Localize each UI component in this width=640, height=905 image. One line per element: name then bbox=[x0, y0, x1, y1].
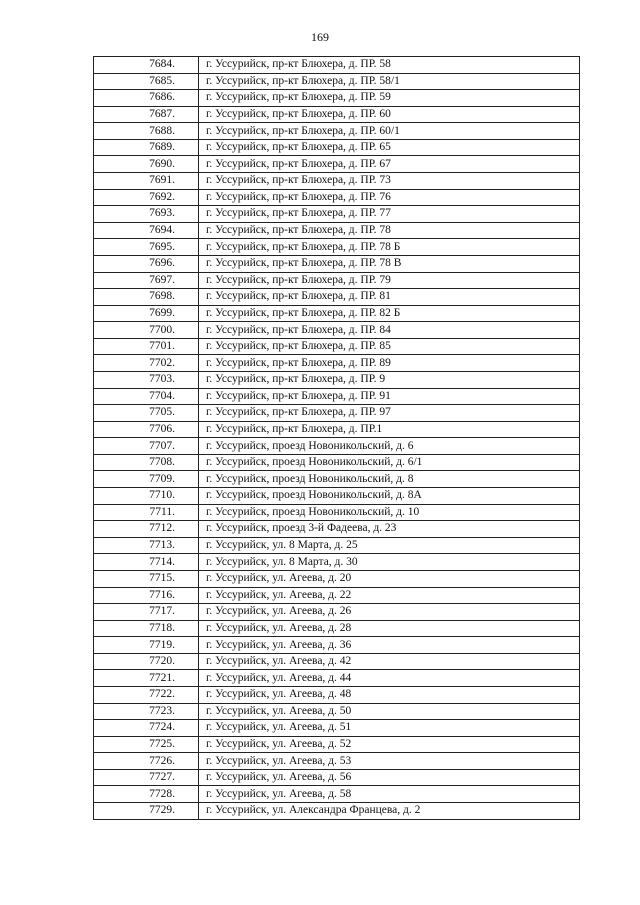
row-address: г. Уссурийск, пр-кт Блюхера, д. ПР. 77 bbox=[199, 206, 580, 223]
address-table bbox=[93, 56, 580, 820]
row-address: г. Уссурийск, ул. Агеева, д. 28 bbox=[199, 620, 580, 637]
row-address: г. Уссурийск, пр-кт Блюхера, д. ПР. 89 bbox=[199, 355, 580, 372]
row-number: 7693. bbox=[94, 206, 199, 223]
table-row bbox=[94, 322, 580, 339]
row-number: 7727. bbox=[94, 769, 199, 786]
row-number: 7703. bbox=[94, 371, 199, 388]
table-row bbox=[94, 720, 580, 737]
table-row bbox=[94, 222, 580, 239]
row-address: г. Уссурийск, ул. Агеева, д. 36 bbox=[199, 637, 580, 654]
table-row bbox=[94, 156, 580, 173]
table-row bbox=[94, 521, 580, 538]
table-row bbox=[94, 703, 580, 720]
row-number: 7708. bbox=[94, 454, 199, 471]
row-number: 7725. bbox=[94, 736, 199, 753]
row-number: 7709. bbox=[94, 471, 199, 488]
row-address: г. Уссурийск, ул. Агеева, д. 26 bbox=[199, 604, 580, 621]
row-address: г. Уссурийск, ул. Агеева, д. 48 bbox=[199, 686, 580, 703]
row-address: г. Уссурийск, ул. Агеева, д. 42 bbox=[199, 653, 580, 670]
row-number: 7691. bbox=[94, 173, 199, 190]
row-address: г. Уссурийск, проезд Новоникольский, д. 8А bbox=[199, 488, 580, 505]
row-address: г. Уссурийск, ул. Агеева, д. 50 bbox=[199, 703, 580, 720]
table-row bbox=[94, 173, 580, 190]
row-address: г. Уссурийск, пр-кт Блюхера, д. ПР. 9 bbox=[199, 371, 580, 388]
table-row bbox=[94, 653, 580, 670]
page-number: 169 bbox=[311, 30, 329, 44]
row-address: г. Уссурийск, ул. 8 Марта, д. 30 bbox=[199, 554, 580, 571]
row-address: г. Уссурийск, ул. Александра Францева, д. 2 bbox=[199, 803, 580, 820]
row-number: 7688. bbox=[94, 123, 199, 140]
table-row bbox=[94, 305, 580, 322]
table-row bbox=[94, 272, 580, 289]
row-address: г. Уссурийск, ул. Агеева, д. 51 bbox=[199, 720, 580, 737]
row-address: г. Уссурийск, ул. Агеева, д. 44 bbox=[199, 670, 580, 687]
row-number: 7705. bbox=[94, 405, 199, 422]
row-address: г. Уссурийск, ул. Агеева, д. 56 bbox=[199, 769, 580, 786]
table-row bbox=[94, 686, 580, 703]
table-row bbox=[94, 587, 580, 604]
table-row bbox=[94, 438, 580, 455]
table-row bbox=[94, 753, 580, 770]
table-row bbox=[94, 106, 580, 123]
row-number: 7701. bbox=[94, 338, 199, 355]
row-number: 7717. bbox=[94, 604, 199, 621]
table-row bbox=[94, 139, 580, 156]
row-address: г. Уссурийск, пр-кт Блюхера, д. ПР. 91 bbox=[199, 388, 580, 405]
row-number: 7713. bbox=[94, 537, 199, 554]
table-row bbox=[94, 405, 580, 422]
table-row bbox=[94, 123, 580, 140]
table-row bbox=[94, 736, 580, 753]
table-row bbox=[94, 90, 580, 107]
row-number: 7712. bbox=[94, 521, 199, 538]
row-address: г. Уссурийск, пр-кт Блюхера, д. ПР. 78 В bbox=[199, 255, 580, 272]
table-row bbox=[94, 57, 580, 74]
row-address: г. Уссурийск, пр-кт Блюхера, д. ПР. 58/1 bbox=[199, 73, 580, 90]
table-row bbox=[94, 554, 580, 571]
row-address: г. Уссурийск, пр-кт Блюхера, д. ПР. 60 bbox=[199, 106, 580, 123]
row-number: 7690. bbox=[94, 156, 199, 173]
table-row bbox=[94, 206, 580, 223]
row-number: 7686. bbox=[94, 90, 199, 107]
row-number: 7707. bbox=[94, 438, 199, 455]
table-row bbox=[94, 289, 580, 306]
table-row bbox=[94, 454, 580, 471]
row-number: 7689. bbox=[94, 139, 199, 156]
row-number: 7695. bbox=[94, 239, 199, 256]
row-address: г. Уссурийск, ул. Агеева, д. 58 bbox=[199, 786, 580, 803]
row-address: г. Уссурийск, проезд Новоникольский, д. 10 bbox=[199, 504, 580, 521]
row-number: 7694. bbox=[94, 222, 199, 239]
row-number: 7711. bbox=[94, 504, 199, 521]
row-address: г. Уссурийск, ул. Агеева, д. 20 bbox=[199, 570, 580, 587]
row-address: г. Уссурийск, пр-кт Блюхера, д. ПР. 60/1 bbox=[199, 123, 580, 140]
table-row bbox=[94, 604, 580, 621]
table-row bbox=[94, 388, 580, 405]
row-number: 7698. bbox=[94, 289, 199, 306]
row-number: 7722. bbox=[94, 686, 199, 703]
table-row bbox=[94, 488, 580, 505]
row-address: г. Уссурийск, проезд Новоникольский, д. 6 bbox=[199, 438, 580, 455]
row-number: 7692. bbox=[94, 189, 199, 206]
table-row bbox=[94, 421, 580, 438]
row-address: г. Уссурийск, пр-кт Блюхера, д. ПР. 84 bbox=[199, 322, 580, 339]
row-address: г. Уссурийск, проезд Новоникольский, д. 6/1 bbox=[199, 454, 580, 471]
row-number: 7724. bbox=[94, 720, 199, 737]
row-address: г. Уссурийск, пр-кт Блюхера, д. ПР. 85 bbox=[199, 338, 580, 355]
row-address: г. Уссурийск, пр-кт Блюхера, д. ПР. 78 Б bbox=[199, 239, 580, 256]
row-address: г. Уссурийск, проезд Новоникольский, д. 8 bbox=[199, 471, 580, 488]
row-number: 7685. bbox=[94, 73, 199, 90]
row-number: 7716. bbox=[94, 587, 199, 604]
address-table-body bbox=[94, 57, 580, 820]
table-row bbox=[94, 255, 580, 272]
row-number: 7714. bbox=[94, 554, 199, 571]
table-row bbox=[94, 769, 580, 786]
row-address: г. Уссурийск, пр-кт Блюхера, д. ПР. 59 bbox=[199, 90, 580, 107]
row-number: 7728. bbox=[94, 786, 199, 803]
table-row bbox=[94, 338, 580, 355]
row-number: 7700. bbox=[94, 322, 199, 339]
row-number: 7729. bbox=[94, 803, 199, 820]
table-row bbox=[94, 570, 580, 587]
table-row bbox=[94, 73, 580, 90]
row-number: 7702. bbox=[94, 355, 199, 372]
row-address: г. Уссурийск, пр-кт Блюхера, д. ПР. 67 bbox=[199, 156, 580, 173]
row-number: 7726. bbox=[94, 753, 199, 770]
table-row bbox=[94, 620, 580, 637]
row-number: 7697. bbox=[94, 272, 199, 289]
row-number: 7706. bbox=[94, 421, 199, 438]
row-address: г. Уссурийск, ул. Агеева, д. 22 bbox=[199, 587, 580, 604]
row-address: г. Уссурийск, пр-кт Блюхера, д. ПР. 65 bbox=[199, 139, 580, 156]
row-number: 7723. bbox=[94, 703, 199, 720]
row-number: 7715. bbox=[94, 570, 199, 587]
row-address: г. Уссурийск, ул. Агеева, д. 53 bbox=[199, 753, 580, 770]
row-address: г. Уссурийск, пр-кт Блюхера, д. ПР. 73 bbox=[199, 173, 580, 190]
row-address: г. Уссурийск, пр-кт Блюхера, д. ПР. 79 bbox=[199, 272, 580, 289]
row-number: 7699. bbox=[94, 305, 199, 322]
row-address: г. Уссурийск, пр-кт Блюхера, д. ПР. 81 bbox=[199, 289, 580, 306]
row-address: г. Уссурийск, пр-кт Блюхера, д. ПР. 58 bbox=[199, 57, 580, 74]
table-row bbox=[94, 504, 580, 521]
row-number: 7704. bbox=[94, 388, 199, 405]
row-address: г. Уссурийск, пр-кт Блюхера, д. ПР. 76 bbox=[199, 189, 580, 206]
table-row bbox=[94, 189, 580, 206]
row-address: г. Уссурийск, пр-кт Блюхера, д. ПР. 78 bbox=[199, 222, 580, 239]
table-row bbox=[94, 803, 580, 820]
row-address: г. Уссурийск, ул. 8 Марта, д. 25 bbox=[199, 537, 580, 554]
row-number: 7687. bbox=[94, 106, 199, 123]
table-row bbox=[94, 355, 580, 372]
row-address: г. Уссурийск, проезд 3-й Фадеева, д. 23 bbox=[199, 521, 580, 538]
row-number: 7710. bbox=[94, 488, 199, 505]
table-row bbox=[94, 637, 580, 654]
row-address: г. Уссурийск, пр-кт Блюхера, д. ПР. 82 Б bbox=[199, 305, 580, 322]
row-address: г. Уссурийск, ул. Агеева, д. 52 bbox=[199, 736, 580, 753]
table-row bbox=[94, 471, 580, 488]
row-address: г. Уссурийск, пр-кт Блюхера, д. ПР.1 bbox=[199, 421, 580, 438]
table-row bbox=[94, 537, 580, 554]
row-address: г. Уссурийск, пр-кт Блюхера, д. ПР. 97 bbox=[199, 405, 580, 422]
table-row bbox=[94, 371, 580, 388]
table-row bbox=[94, 239, 580, 256]
table-row bbox=[94, 670, 580, 687]
row-number: 7719. bbox=[94, 637, 199, 654]
table-row bbox=[94, 786, 580, 803]
row-number: 7718. bbox=[94, 620, 199, 637]
row-number: 7684. bbox=[94, 57, 199, 74]
row-number: 7721. bbox=[94, 670, 199, 687]
row-number: 7720. bbox=[94, 653, 199, 670]
row-number: 7696. bbox=[94, 255, 199, 272]
